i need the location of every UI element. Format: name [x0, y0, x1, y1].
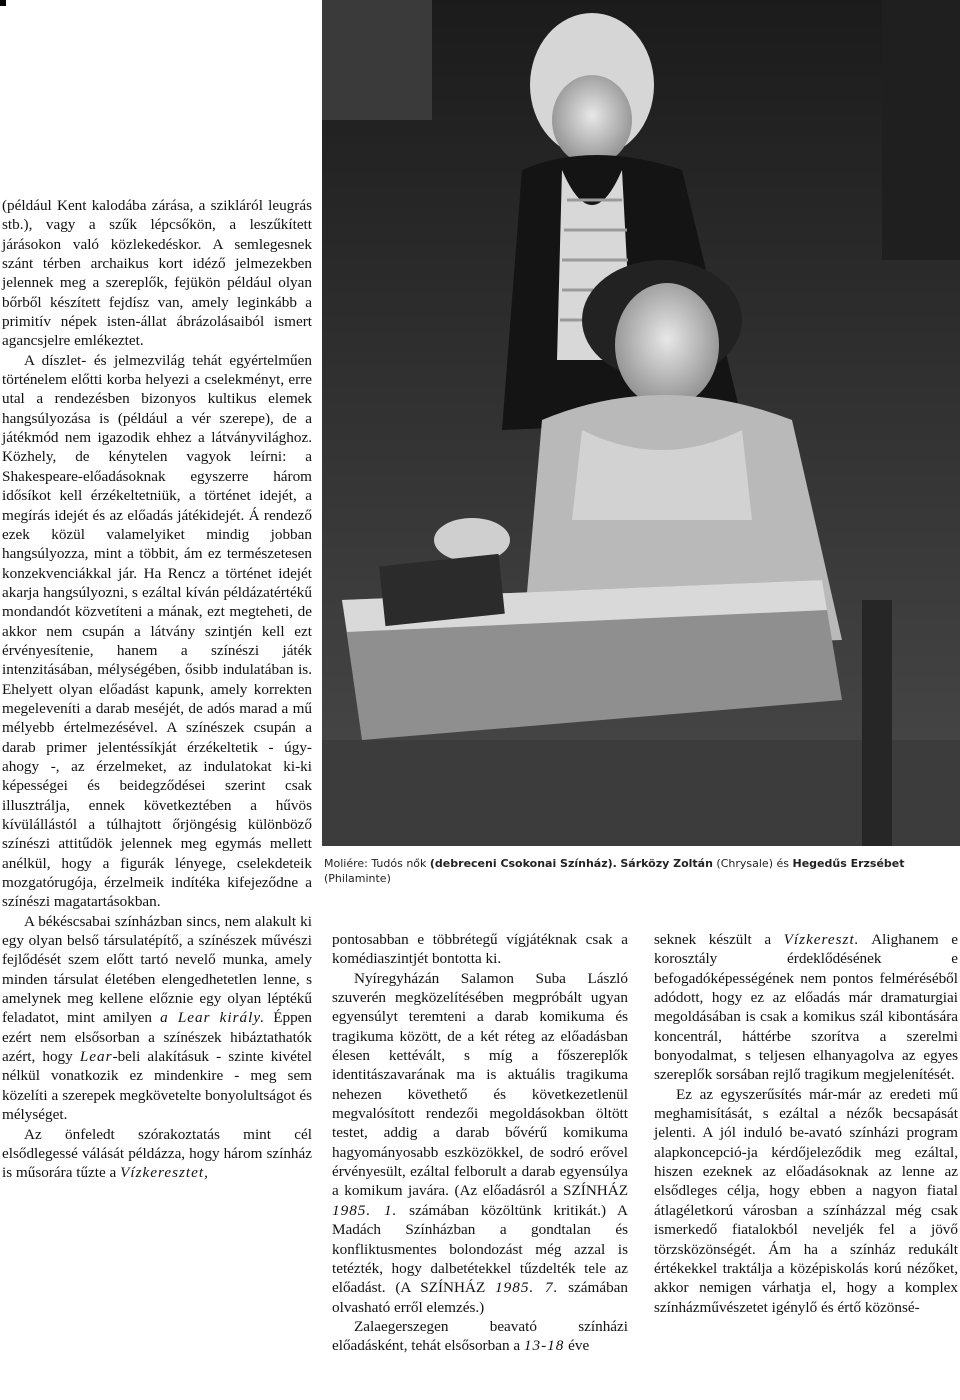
- paragraph: Zalaegerszegen beavató színházi előadásként, tehát elsősorban a 13-18 éve: [332, 1317, 628, 1355]
- scan-mark: [0, 0, 6, 6]
- middle-text-column: [332, 930, 628, 1356]
- paragraph: pontosabban e többrétegű vígjátéknak csak a komédiaszintjét bontotta ki.: [332, 931, 628, 968]
- paragraph: Ez az egyszerűsítés már-már az eredeti mű meghamisítását, s ezáltal a nézők becsapását jelenti. A jól induló be-avató színházi program alapkoncepció-ja kérdőjeleződik meg ezáltal, hiszen ezeknek az előadásoknak az lenne az elsődleges célja, hogy ebben a nagyon fiatal átlagéletkorú városban a színházzal még csak ismerkedő fiatalokból neveljék fel a jövő törzsközönségét. Ám ha a színház redukált értékekkel traktálja a középiskolás korú nézőket, akkor nemigen várhatja el, hogy a komplex színházművészetet igénylő és értő közönsé-: [654, 1085, 958, 1316]
- paragraph: A díszlet- és jelmezvilág tehát egyértelműen történelem előtti korba helyezi a cselekményt, erre utal a rendezésben bizonyos kultikus elemek hangsúlyozása is (például a vér szerepe), de a játékmód nem igazodik ehhez a látványvilághoz. Közhely, de kénytelen vagyok leírni: a Shakespeare-előadásoknak egyszerre három idősíkot kell érzékeltetniük, a történet idejét, a megírás idejét és az előadás játékidejét. Á rendező ezek közül valamelyiket mindig jobban hangsúlyozza, mint a többit, ám ez természetesen konzekvenciákkal jár. Ha Rencz a történet idejét akarja hangsúlyozni, s ezáltal kíván példázatértékű mondandót közvetíteni a mának, ezt megteheti, de akkor nem csupán a látvány szintjén kell ezt érvényesítenie, hanem a színészi játék intenzitásában, mélységében, ősibb indulatában is. Ehelyett olyan előadást kapunk, amely korrekten megeleveníti a darab meséjét, de adós marad a mű mélyebb értelmezésével. A színészek csupán a darab primer jelentéssíkját érzékeltetik - úgy-ahogy -, az érzelmeket, az indulatokat ki-ki képességei és beidegződései szerint csak illusztrálja, ennek következtében a hűvös kívülállástól a túlhajtott őrjöngésig különböző színészi attitűdök jelennek meg egymás mellett anélkül, hogy a figurák lényege, cselekdeteik mozgatórugója, érzelmeik indítéka kifejeződne a színészi magatartásokban.: [2, 351, 312, 911]
- right-text-column: [654, 930, 958, 1317]
- paragraph: seknek készült a Vízkereszt. Alighanem e korosztály érdeklődésének e befogadóképességének nem pontos felméréséből adódott, hogy ez az előadás már dramaturgiai megoldásában is csak a komikus szál kibontására koncentrál, háttérbe szorítva a szerelmi bonyodalmat, s teljesen elhanyagolva az egyes szereplők sorsában rejlő tragikum megjelenítését.: [654, 931, 959, 1084]
- left-text-column: [2, 196, 312, 1183]
- photo-caption: Moliére: Tudós nők (debreceni Csokonai Színház). Sárközy Zoltán (Chrysale) és Hegedűs Erzsébet (Philaminte): [324, 857, 905, 885]
- paragraph: A békéscsabai színházban sincs, nem alakult ki egy olyan belső társulatépítő, a színészek művészi fejlődését szem előtt tartó nevelő munka, amely minden társulat életében elengedhetetlen lenne, s amelynek meg kellene előznie egy olyan léptékű feladatot, mint amilyen a Lear király. Éppen ezért nem elsősorban a színészek hibáztathatók azért, hogy Lear-beli alakításuk - szinte kivétel nélkül vonatkozik ez mindenkire - meg sem közelíti a szerepek megkövetelte bonyolultságot és mélységet.: [2, 912, 313, 1124]
- paragraph: Az önfeledt szórakoztatás mint cél elsődlegessé válását példázza, hogy három színház is műsorára tűzte a Vízkeresztet,: [2, 1125, 312, 1182]
- stage-photo: [322, 0, 960, 846]
- paragraph: Nyíregyházán Salamon Suba László szuverén megközelítésében megpróbált ugyan egyensúlyt teremteni a darab komikuma és tragikuma között, de a két réteg az előadásban élesen kettévált, s míg a főszereplők identitászavarának ma is aktuális tragikuma nehezen követhető és következetlenül megvalósított rendezői megoldásokban öltött testet, addig a darab bővérű komikuma hagyományosabb eszközökkel, de sodró erővel érvényesült, ezáltal felborult a darab egyensúlya a komikum javára. (Az előadásról a SZÍNHÁZ 1985. 1. számában közöltünk kritikát.) A Madách Színházban a gondtalan és konfliktusmentes bolondozást még azzal is tetézték, hogy dalbetétekkel tűzdelték tele az előadást. (A SZÍNHÁZ 1985. 7. számában olvasható erről elemzés.): [332, 969, 629, 1316]
- paragraph: (például Kent kalodába zárása, a szikláról leugrás stb.), vagy a szűk lépcsőkön, a leszűkített járásokon való közlekedéskor. A semlegesnek szánt térben archaikus kort idéző jelmezekben jelennek meg a szereplők, fejükön például olyan bőrből készített fejdísz van, amely leginkább a primitív népek isten-állat ábrázolásaiból ismert agancsjelre emlékeztet.: [2, 197, 312, 350]
- photo-illustration: [322, 0, 960, 846]
